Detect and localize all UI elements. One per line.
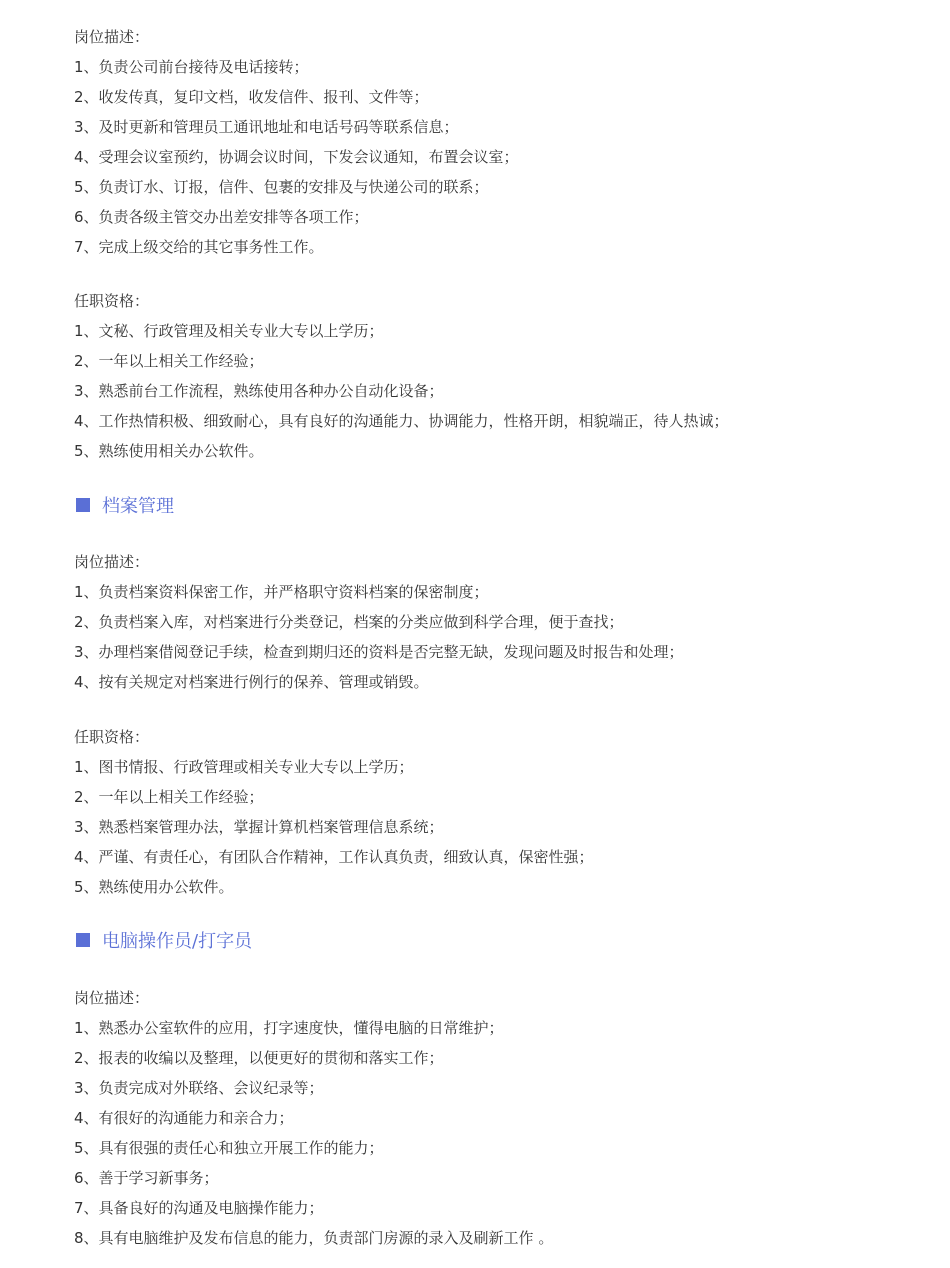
list-item: 1、负责档案资料保密工作，并严格职守资料档案的保密制度； (74, 583, 489, 601)
list-item: 1、图书情报、行政管理或相关专业大专以上学历； (74, 758, 414, 776)
square-bullet-icon (76, 498, 90, 512)
list-item: 3、熟悉前台工作流程，熟练使用各种办公自动化设备； (74, 382, 444, 400)
section-title-archive (76, 490, 174, 520)
list-item: 1、文秘、行政管理及相关专业大专以上学历； (74, 322, 384, 340)
list-item: 7、完成上级交给的其它事务性工作。 (74, 238, 324, 256)
section-title-text: 档案管理 (102, 496, 174, 517)
section-title-text: 电脑操作员/打字员 (102, 931, 253, 952)
qualifications-heading: 任职资格： (74, 728, 150, 746)
list-item: 4、受理会议室预约，协调会议时间，下发会议通知，布置会议室； (74, 148, 519, 166)
section-2-job-description (74, 983, 553, 1253)
section-0-job-description (74, 22, 519, 262)
section-0-qualifications (74, 286, 729, 466)
section-1-job-description (74, 547, 684, 697)
list-item: 3、负责完成对外联络、会议纪录等； (74, 1079, 324, 1097)
list-item: 8、具有电脑维护及发布信息的能力，负责部门房源的录入及刷新工作 。 (74, 1229, 554, 1247)
list-item: 5、负责订水、订报，信件、包裹的安排及与快递公司的联系； (74, 178, 489, 196)
section-title-computer-operator (76, 925, 252, 955)
list-item: 2、负责档案入库，对档案进行分类登记，档案的分类应做到科学合理，便于查找； (74, 613, 624, 631)
list-item: 5、熟练使用相关办公软件。 (74, 442, 264, 460)
list-item: 6、善于学习新事务； (74, 1169, 219, 1187)
list-item: 1、熟悉办公室软件的应用，打字速度快，懂得电脑的日常维护； (74, 1019, 504, 1037)
job-description-heading: 岗位描述： (74, 28, 150, 46)
list-item: 3、及时更新和管理员工通讯地址和电话号码等联系信息； (74, 118, 459, 136)
section-1-qualifications (74, 722, 594, 902)
list-item: 4、工作热情积极、细致耐心，具有良好的沟通能力、协调能力，性格开朗，相貌端正，待人热诚； (74, 412, 729, 430)
qualifications-heading: 任职资格： (74, 292, 150, 310)
list-item: 2、一年以上相关工作经验； (74, 788, 264, 806)
list-item: 3、办理档案借阅登记手续，检查到期归还的资料是否完整无缺，发现问题及时报告和处理； (74, 643, 684, 661)
list-item: 5、具有很强的责任心和独立开展工作的能力； (74, 1139, 384, 1157)
list-item: 2、收发传真，复印文档，收发信件、报刊、文件等； (74, 88, 429, 106)
list-item: 4、有很好的沟通能力和亲合力； (74, 1109, 294, 1127)
job-description-heading: 岗位描述： (74, 989, 150, 1007)
list-item: 2、报表的收编以及整理，以便更好的贯彻和落实工作； (74, 1049, 444, 1067)
list-item: 4、严谨、有责任心，有团队合作精神，工作认真负责，细致认真，保密性强； (74, 848, 594, 866)
list-item: 6、负责各级主管交办出差安排等各项工作； (74, 208, 369, 226)
job-description-heading: 岗位描述： (74, 553, 150, 571)
square-bullet-icon (76, 933, 90, 947)
list-item: 4、按有关规定对档案进行例行的保养、管理或销毁。 (74, 673, 429, 691)
list-item: 2、一年以上相关工作经验； (74, 352, 264, 370)
list-item: 3、熟悉档案管理办法，掌握计算机档案管理信息系统； (74, 818, 444, 836)
list-item: 5、熟练使用办公软件。 (74, 878, 234, 896)
list-item: 1、负责公司前台接待及电话接转； (74, 58, 309, 76)
list-item: 7、具备良好的沟通及电脑操作能力； (74, 1199, 324, 1217)
